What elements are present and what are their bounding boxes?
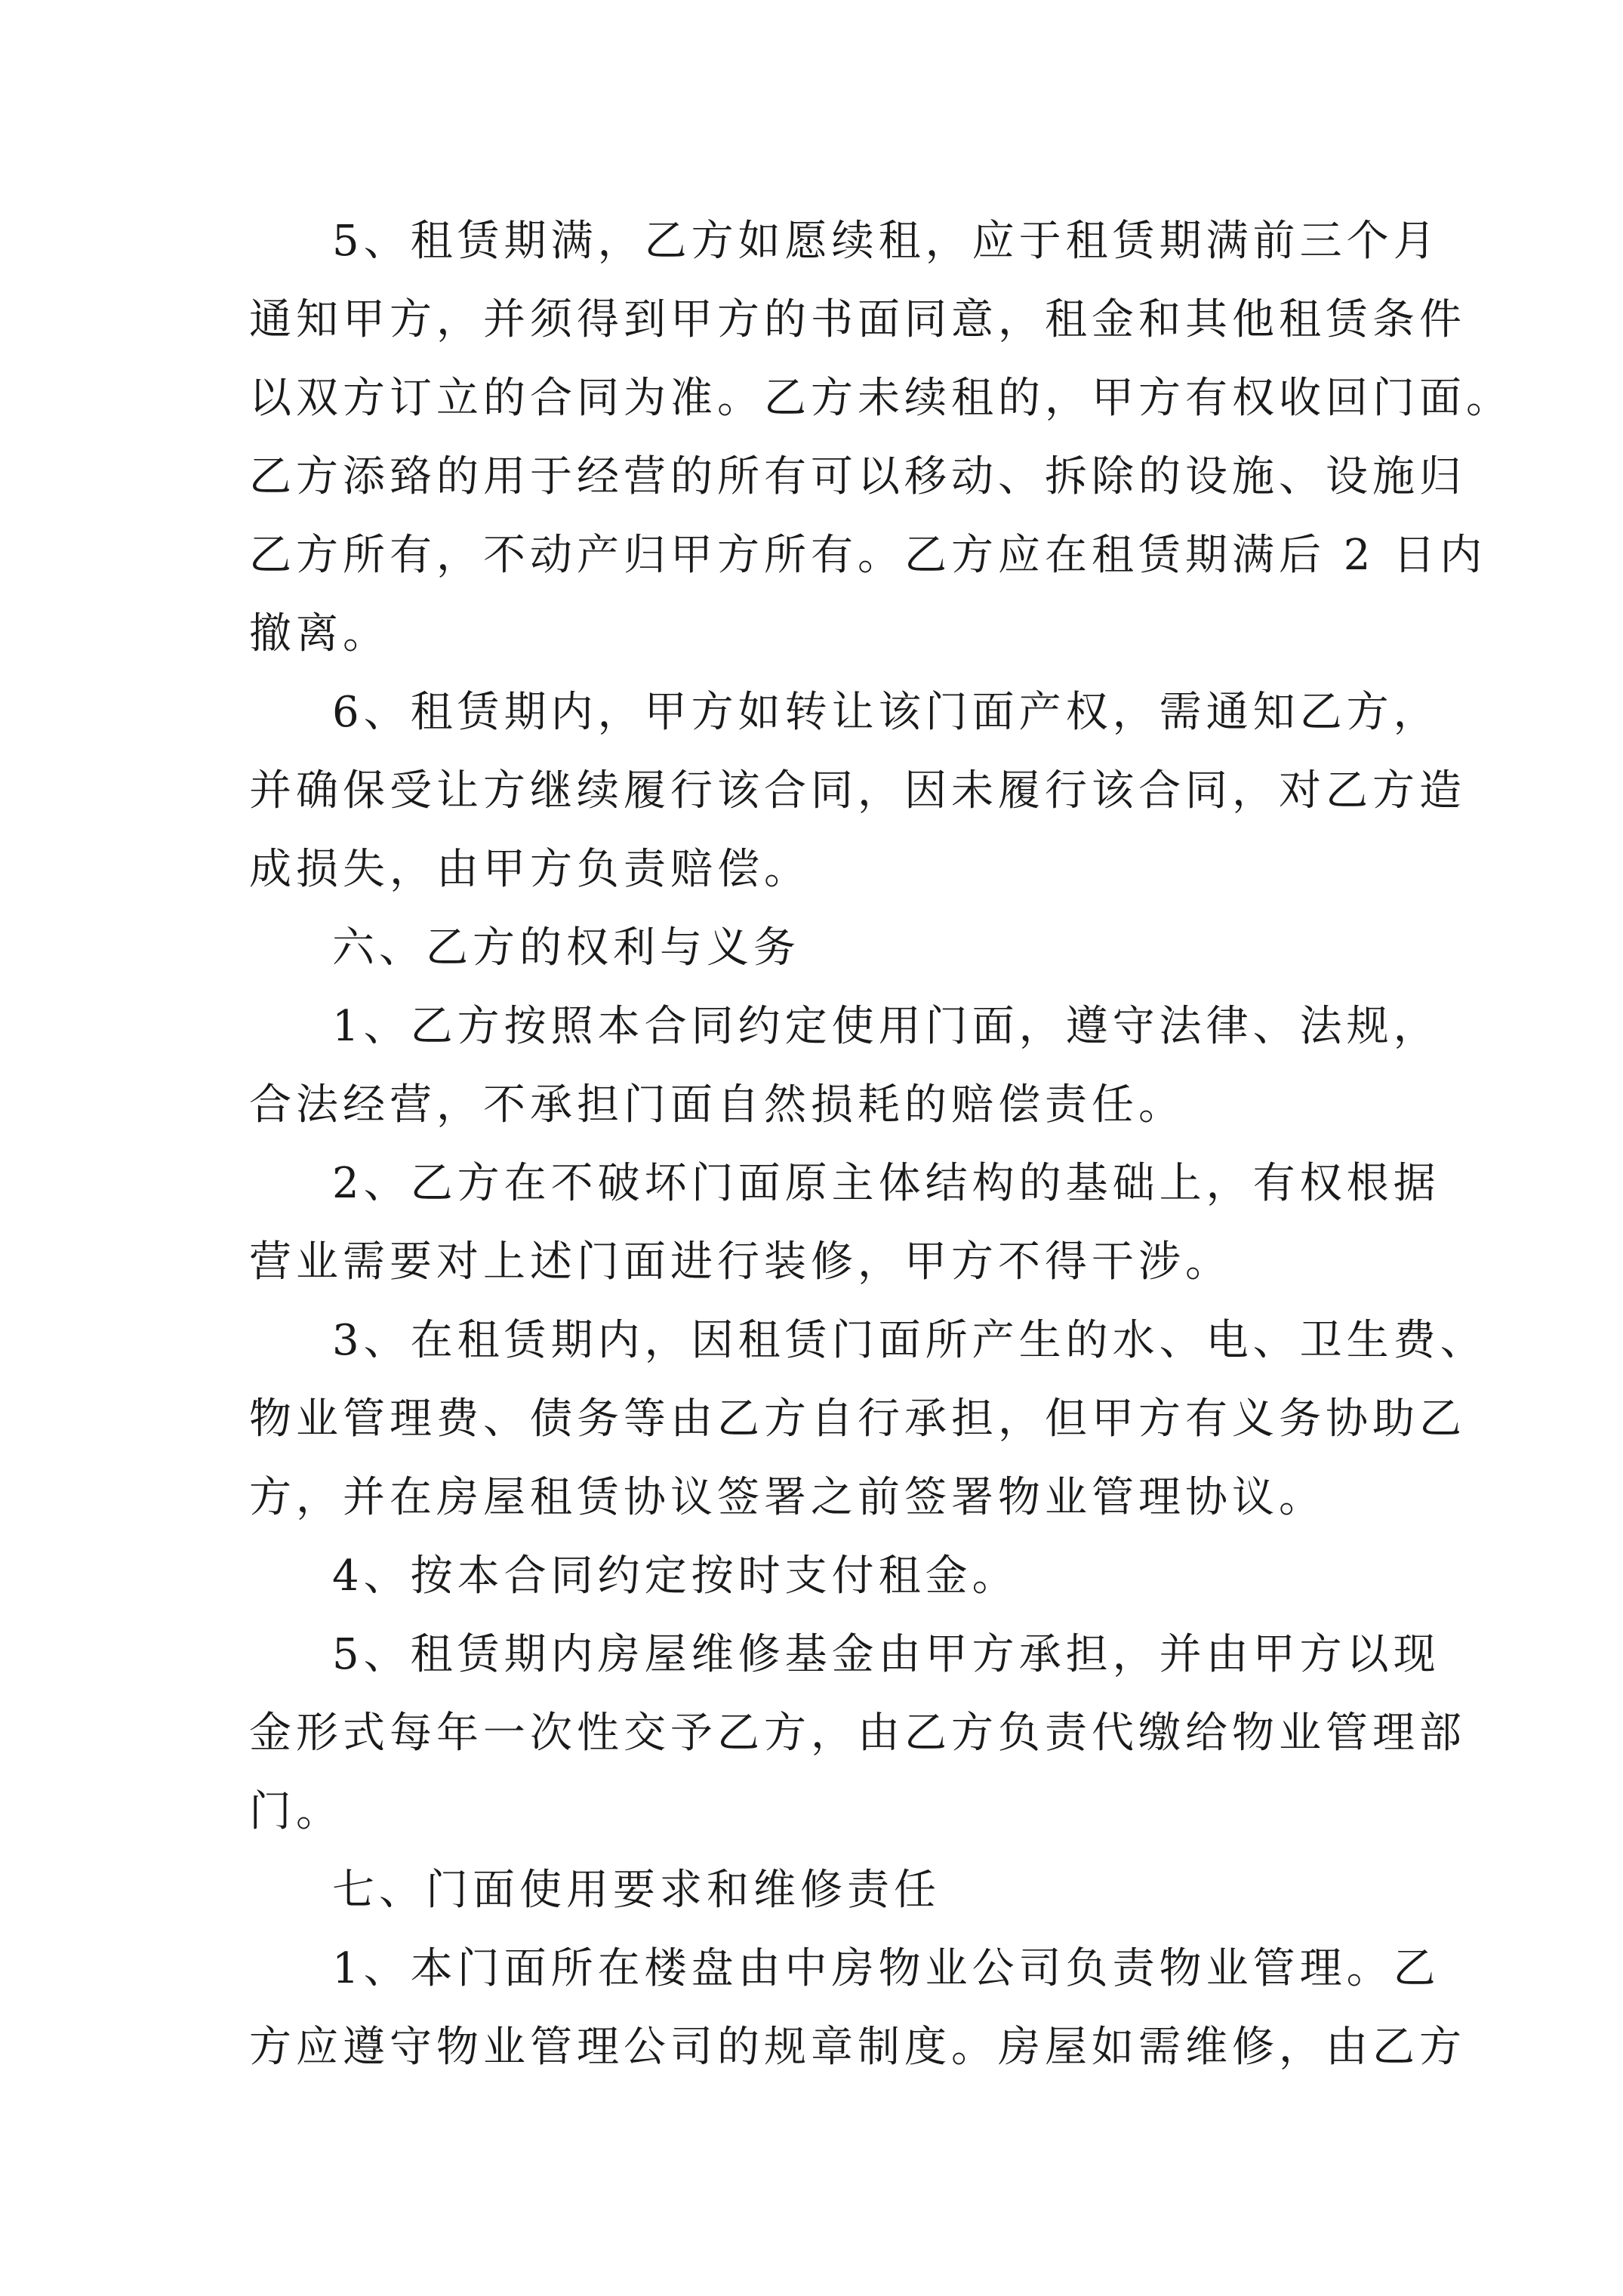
- text-line: 营业需要对上述门面进行装修，甲方不得干涉。: [249, 1237, 1232, 1287]
- text-line: 金形式每年一次性交予乙方，由乙方负责代缴给物业管理部: [249, 1709, 1466, 1758]
- document-body: [249, 202, 1513, 2087]
- text-line: 乙方所有，不动产归甲方所有。乙方应在租赁期满后 2 日内: [249, 531, 1487, 580]
- text-line: 通知甲方，并须得到甲方的书面同意，租金和其他租赁条件: [249, 295, 1466, 344]
- text-line: 方应遵守物业管理公司的规章制度。房屋如需维修，由乙方: [249, 2023, 1466, 2072]
- section-heading: 六、乙方的权利与义务: [332, 923, 800, 972]
- text-line: 1、乙方按照本合同约定使用门面，遵守法律、法规，: [332, 1002, 1440, 1051]
- text-line: 合法经营，不承担门面自然损耗的赔偿责任。: [249, 1080, 1185, 1130]
- text-line: 5、租赁期满，乙方如愿续租，应于租赁期满前三个月: [332, 217, 1440, 266]
- text-line: 1、本门面所在楼盘由中房物业公司负责物业管理。乙: [332, 1944, 1440, 1993]
- text-line: 3、在租赁期内，因租赁门面所产生的水、电、卫生费、: [332, 1316, 1487, 1365]
- text-line: 成损失，由甲方负责赔偿。: [249, 845, 811, 894]
- text-line: 2、乙方在不破坏门面原主体结构的基础上，有权根据: [332, 1159, 1440, 1208]
- text-line: 并确保受让方继续履行该合同，因未履行该合同，对乙方造: [249, 766, 1466, 815]
- text-line: 5、租赁期内房屋维修基金由甲方承担，并由甲方以现: [332, 1630, 1440, 1679]
- text-line: 门。: [249, 1787, 343, 1836]
- text-line: 6、租赁期内，甲方如转让该门面产权，需通知乙方，: [332, 688, 1440, 737]
- text-line: 乙方添臵的用于经营的所有可以移动、拆除的设施、设施归: [249, 452, 1466, 501]
- section-heading: 七、门面使用要求和维修责任: [332, 1866, 941, 1915]
- text-line: 物业管理费、债务等由乙方自行承担，但甲方有义务协助乙: [249, 1395, 1466, 1444]
- text-line: 以双方订立的合同为准。乙方未续租的，甲方有权收回门面。: [249, 374, 1513, 423]
- text-line: 方，并在房屋租赁协议签署之前签署物业管理协议。: [249, 1473, 1326, 1522]
- text-line: 撤离。: [249, 609, 390, 658]
- text-line: 4、按本合同约定按时支付租金。: [332, 1552, 1019, 1601]
